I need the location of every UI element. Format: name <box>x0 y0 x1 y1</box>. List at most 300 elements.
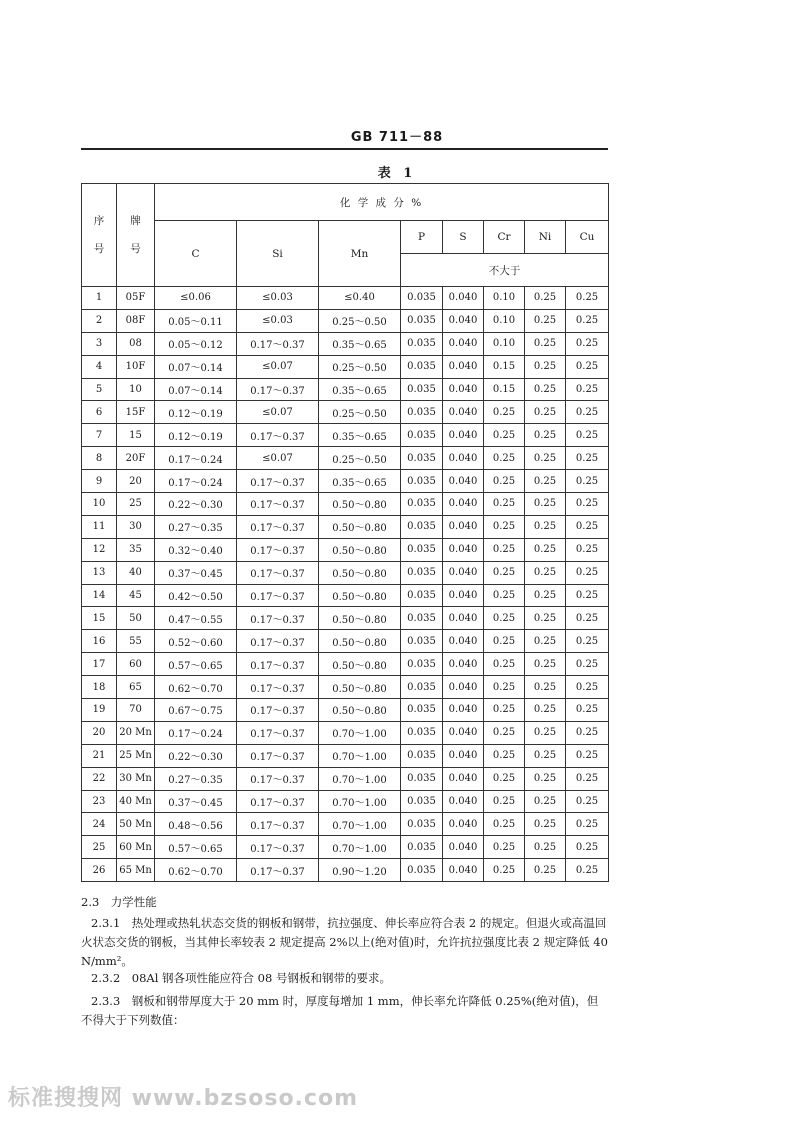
table-cell: 25 Mn <box>117 744 155 767</box>
table-cell: 0.25 <box>484 767 525 790</box>
table-cell: 0.25 <box>566 561 609 584</box>
table-cell: 0.10 <box>484 309 525 332</box>
table-cell: 0.035 <box>401 859 443 882</box>
table-cell: 25 <box>82 836 117 859</box>
table-cell: 0.25 <box>566 790 609 813</box>
table-row <box>82 493 609 516</box>
table-cell: 10 <box>117 378 155 401</box>
table-cell: 0.05～0.12 <box>155 332 237 355</box>
table-cell: 65 <box>117 676 155 699</box>
table-cell: 0.040 <box>443 836 484 859</box>
table-row <box>82 401 609 424</box>
table-cell: 0.25 <box>525 859 566 882</box>
table-cell: ≤0.03 <box>237 287 319 310</box>
table-cell: 0.17～0.37 <box>237 721 319 744</box>
table-cell: 0.50～0.80 <box>319 538 401 561</box>
table-cell: 0.25 <box>525 836 566 859</box>
table-cell: 0.040 <box>443 332 484 355</box>
table-cell: 0.57～0.65 <box>155 836 237 859</box>
table-cell: 0.25 <box>566 355 609 378</box>
table-cell: 0.035 <box>401 355 443 378</box>
table-cell: 0.25～0.50 <box>319 447 401 470</box>
table-cell: 0.17～0.37 <box>237 767 319 790</box>
table-cell: 7 <box>82 424 117 447</box>
table-cell: 0.040 <box>443 607 484 630</box>
table-cell: 0.50～0.80 <box>319 699 401 722</box>
table-cell: 0.17～0.37 <box>237 378 319 401</box>
table-cell: 26 <box>82 859 117 882</box>
table-cell: 0.17～0.37 <box>237 607 319 630</box>
table-cell: 0.040 <box>443 744 484 767</box>
table-cell: 0.035 <box>401 332 443 355</box>
table-cell: 13 <box>82 561 117 584</box>
table-cell: 0.25 <box>566 836 609 859</box>
table-cell: 0.05～0.11 <box>155 309 237 332</box>
table-cell: 0.25 <box>484 424 525 447</box>
table-row <box>82 699 609 722</box>
table-cell: 0.25 <box>566 676 609 699</box>
table-cell: 0.50～0.80 <box>319 676 401 699</box>
table-cell: 0.25 <box>525 355 566 378</box>
table-cell: 0.50～0.80 <box>319 561 401 584</box>
table-cell: 70 <box>117 699 155 722</box>
section-2-3-3: 2.3.3 钢板和钢带厚度大于 20 mm 时，厚度每增加 1 mm，伸长率允许降低 0.25%(绝对值)，但不得大于下列数值： <box>81 994 599 1027</box>
table-cell: 0.040 <box>443 470 484 493</box>
table-row <box>82 653 609 676</box>
table-cell: 0.25 <box>484 813 525 836</box>
table-cell: 0.25 <box>525 424 566 447</box>
table-cell: 0.040 <box>443 653 484 676</box>
table-cell: 0.25 <box>484 790 525 813</box>
table-cell: 0.50～0.80 <box>319 630 401 653</box>
table-cell: 0.25 <box>525 813 566 836</box>
table-cell: 0.25 <box>566 859 609 882</box>
table-row <box>82 561 609 584</box>
table-cell: 0.25 <box>484 561 525 584</box>
table-cell: 0.035 <box>401 561 443 584</box>
table-cell: 0.035 <box>401 424 443 447</box>
table-cell: 0.25 <box>484 699 525 722</box>
table-cell: 0.17～0.37 <box>237 515 319 538</box>
table-cell: 0.25 <box>566 493 609 516</box>
section-2-3-heading: 2.3 力学性能 <box>81 895 157 909</box>
table-row <box>82 538 609 561</box>
table-cell: 0.07～0.14 <box>155 378 237 401</box>
table-cell: 0.25 <box>525 470 566 493</box>
table-cell: 0.035 <box>401 378 443 401</box>
table-cell: 50 Mn <box>117 813 155 836</box>
table-cell: 0.25 <box>525 767 566 790</box>
table-cell: 0.25 <box>484 859 525 882</box>
table-cell: 0.25 <box>566 378 609 401</box>
table-cell: 40 <box>117 561 155 584</box>
table-cell: 0.50～0.80 <box>319 584 401 607</box>
table-cell: 0.25 <box>525 515 566 538</box>
table-cell: 0.17～0.24 <box>155 721 237 744</box>
table-cell: 0.22～0.30 <box>155 493 237 516</box>
table-cell: 0.15 <box>484 378 525 401</box>
table-cell: 2 <box>82 309 117 332</box>
table-cell: 0.70～1.00 <box>319 836 401 859</box>
table-cell: 20 <box>117 470 155 493</box>
table-cell: 0.25 <box>566 401 609 424</box>
table-row <box>82 859 609 882</box>
table-cell: 0.035 <box>401 767 443 790</box>
col-header-group: 化 学 成 分 % <box>155 184 609 221</box>
table-cell: 0.25 <box>566 424 609 447</box>
table-row <box>82 607 609 630</box>
table-row <box>82 378 609 401</box>
table-cell: 18 <box>82 676 117 699</box>
table-cell: 0.035 <box>401 790 443 813</box>
table-cell: 0.17～0.37 <box>237 699 319 722</box>
watermark: 标准搜搜网 www.bzsoso.com <box>8 1086 358 1111</box>
table-cell: 0.17～0.37 <box>237 813 319 836</box>
table-cell: 0.17～0.37 <box>237 744 319 767</box>
table-row <box>82 424 609 447</box>
table-cell: 23 <box>82 790 117 813</box>
table-cell: 24 <box>82 813 117 836</box>
table-cell: 0.25 <box>525 447 566 470</box>
table-cell: 0.90～1.20 <box>319 859 401 882</box>
table-cell: 0.27～0.35 <box>155 767 237 790</box>
table-cell: 0.040 <box>443 287 484 310</box>
table-cell: 0.25 <box>525 630 566 653</box>
table-cell: 20 Mn <box>117 721 155 744</box>
table-cell: 0.50～0.80 <box>319 493 401 516</box>
table-cell: 0.25 <box>525 287 566 310</box>
table-cell: 0.25～0.50 <box>319 355 401 378</box>
table-row <box>82 584 609 607</box>
table-cell: 0.25 <box>566 287 609 310</box>
table-cell: 0.040 <box>443 676 484 699</box>
table-cell: 0.25 <box>484 584 525 607</box>
table-cell: 0.040 <box>443 538 484 561</box>
table-row <box>82 515 609 538</box>
table-cell: ≤0.07 <box>237 355 319 378</box>
table-cell: 0.25 <box>484 470 525 493</box>
table-cell: 0.17～0.37 <box>237 676 319 699</box>
table-cell: 8 <box>82 447 117 470</box>
table-cell: 4 <box>82 355 117 378</box>
table-cell: 0.07～0.14 <box>155 355 237 378</box>
table-cell: 0.040 <box>443 401 484 424</box>
table-row <box>82 630 609 653</box>
table-cell: 0.25 <box>566 653 609 676</box>
table-cell: 0.52～0.60 <box>155 630 237 653</box>
table-cell: 0.25 <box>525 721 566 744</box>
table-cell: 0.25 <box>566 630 609 653</box>
table-cell: 0.17～0.37 <box>237 836 319 859</box>
table-cell: 30 Mn <box>117 767 155 790</box>
table-cell: 0.25 <box>566 309 609 332</box>
table-cell: 0.25 <box>566 332 609 355</box>
table-cell: 0.035 <box>401 744 443 767</box>
table-cell: 0.25～0.50 <box>319 309 401 332</box>
col-header-si: Si <box>237 221 319 287</box>
table-cell: 0.25 <box>566 607 609 630</box>
table-cell: 0.25 <box>484 493 525 516</box>
table-cell: 0.67～0.75 <box>155 699 237 722</box>
table-cell: 0.25 <box>566 470 609 493</box>
table-cell: 0.50～0.80 <box>319 653 401 676</box>
document-header: GB 711－88 <box>350 130 444 145</box>
table-cell: 0.17～0.37 <box>237 584 319 607</box>
table-cell: 0.25 <box>484 744 525 767</box>
table-row <box>82 744 609 767</box>
table-cell: 0.035 <box>401 584 443 607</box>
table-row <box>82 355 609 378</box>
col-header-c: C <box>155 221 237 287</box>
table-cell: 0.25 <box>484 447 525 470</box>
table-cell: 0.47～0.55 <box>155 607 237 630</box>
table-cell: 0.25 <box>525 378 566 401</box>
table-row <box>82 767 609 790</box>
col-header-s: S <box>443 221 484 254</box>
table-cell: 0.25 <box>566 584 609 607</box>
table-cell: 0.25 <box>566 538 609 561</box>
table-cell: 0.035 <box>401 447 443 470</box>
col-header-ni: Ni <box>525 221 566 254</box>
table-cell: 0.035 <box>401 721 443 744</box>
table-row <box>82 836 609 859</box>
table-cell: 0.035 <box>401 538 443 561</box>
table-cell: 0.35～0.65 <box>319 470 401 493</box>
table-row <box>82 470 609 493</box>
table-cell: 15F <box>117 401 155 424</box>
table-cell: 0.040 <box>443 493 484 516</box>
table-cell: 0.25～0.50 <box>319 401 401 424</box>
table-cell: 0.040 <box>443 859 484 882</box>
table-cell: 0.62～0.70 <box>155 859 237 882</box>
table-cell: 0.040 <box>443 813 484 836</box>
table-cell: 0.70～1.00 <box>319 813 401 836</box>
table-cell: 0.17～0.37 <box>237 538 319 561</box>
table-cell: 21 <box>82 744 117 767</box>
table-cell: 0.040 <box>443 378 484 401</box>
table-cell: 0.25 <box>484 607 525 630</box>
table-cell: 0.57～0.65 <box>155 653 237 676</box>
table-cell: 0.040 <box>443 584 484 607</box>
table-cell: 0.50～0.80 <box>319 607 401 630</box>
table-cell: 0.035 <box>401 515 443 538</box>
table-cell: 0.25 <box>525 607 566 630</box>
table-cell: 17 <box>82 653 117 676</box>
table-cell: 0.17～0.37 <box>237 561 319 584</box>
table-cell: 0.040 <box>443 721 484 744</box>
table-cell: 0.040 <box>443 561 484 584</box>
table-cell: 11 <box>82 515 117 538</box>
table-cell: 0.37～0.45 <box>155 790 237 813</box>
table-cell: 0.35～0.65 <box>319 378 401 401</box>
table-cell: 40 Mn <box>117 790 155 813</box>
table-cell: 0.25 <box>566 447 609 470</box>
table-cell: 30 <box>117 515 155 538</box>
table-cell: 0.25 <box>566 813 609 836</box>
table-cell: 0.17～0.37 <box>237 653 319 676</box>
max-note: 不大于 <box>401 254 609 287</box>
table-cell: 0.040 <box>443 447 484 470</box>
table-cell: 25 <box>117 493 155 516</box>
header-rule <box>81 148 608 150</box>
table-cell: 50 <box>117 607 155 630</box>
table-cell: 0.040 <box>443 424 484 447</box>
section-2-3-1: 2.3.1 热处理或热轧状态交货的钢板和钢带，抗拉强度、伸长率应符合表 2 的规定。但退火或高温回火状态交货的钢板，当其伸长率较表 2 规定提高 2%以上(绝对值)时，允许抗拉强度比表 2 规定降低 40 N/mm²。 <box>81 916 608 968</box>
table-cell: 14 <box>82 584 117 607</box>
table-row <box>82 813 609 836</box>
table-cell: 0.17～0.37 <box>237 332 319 355</box>
table-cell: 0.25 <box>566 767 609 790</box>
table-cell: 0.035 <box>401 607 443 630</box>
table-cell: 45 <box>117 584 155 607</box>
table-cell: 0.10 <box>484 332 525 355</box>
table-cell: 0.62～0.70 <box>155 676 237 699</box>
table-cell: 0.17～0.37 <box>237 859 319 882</box>
table-cell: 0.25 <box>525 538 566 561</box>
table-cell: 0.25 <box>525 309 566 332</box>
table-cell: 0.27～0.35 <box>155 515 237 538</box>
table-cell: 60 <box>117 653 155 676</box>
table-cell: 0.25 <box>525 790 566 813</box>
table-cell: 65 Mn <box>117 859 155 882</box>
table-cell: 3 <box>82 332 117 355</box>
table-cell: 0.035 <box>401 401 443 424</box>
table-cell: 0.035 <box>401 309 443 332</box>
table-cell: 0.035 <box>401 699 443 722</box>
col-header-mn: Mn <box>319 221 401 287</box>
table-cell: 0.25 <box>484 721 525 744</box>
table-cell: 0.25 <box>484 401 525 424</box>
table-cell: 0.035 <box>401 493 443 516</box>
table-cell: 0.15 <box>484 355 525 378</box>
table-cell: ≤0.03 <box>237 309 319 332</box>
col-header-cu: Cu <box>566 221 609 254</box>
table-cell: 0.040 <box>443 515 484 538</box>
table-cell: 10 <box>82 493 117 516</box>
table-cell: 08 <box>117 332 155 355</box>
table-cell: 55 <box>117 630 155 653</box>
table-cell: 0.040 <box>443 790 484 813</box>
table-cell: 0.25 <box>484 836 525 859</box>
col-header-grade: 牌 号 <box>117 184 155 287</box>
table-cell: 6 <box>82 401 117 424</box>
table-row <box>82 309 609 332</box>
table-cell: 0.040 <box>443 767 484 790</box>
table-cell: 0.48～0.56 <box>155 813 237 836</box>
table-cell: 0.37～0.45 <box>155 561 237 584</box>
table-cell: ≤0.07 <box>237 401 319 424</box>
table-row <box>82 287 609 310</box>
table-cell: 10F <box>117 355 155 378</box>
col-header-p: P <box>401 221 443 254</box>
table-cell: 0.035 <box>401 836 443 859</box>
table-cell: 0.25 <box>525 561 566 584</box>
table-cell: 05F <box>117 287 155 310</box>
col-header-cr: Cr <box>484 221 525 254</box>
col-header-seq: 序 号 <box>82 184 117 287</box>
table-cell: 22 <box>82 767 117 790</box>
table-cell: 15 <box>82 607 117 630</box>
table-cell: ≤0.06 <box>155 287 237 310</box>
table-cell: 0.17～0.37 <box>237 424 319 447</box>
table-cell: 20F <box>117 447 155 470</box>
table-cell: 0.70～1.00 <box>319 721 401 744</box>
table-cell: 0.17～0.24 <box>155 470 237 493</box>
table-cell: 15 <box>117 424 155 447</box>
table-cell: 0.25 <box>525 584 566 607</box>
table-cell: 0.50～0.80 <box>319 515 401 538</box>
table-cell: 0.42～0.50 <box>155 584 237 607</box>
table-cell: 0.035 <box>401 813 443 836</box>
table-cell: 0.25 <box>484 676 525 699</box>
table-cell: 0.32～0.40 <box>155 538 237 561</box>
table-cell: 0.35～0.65 <box>319 332 401 355</box>
table-cell: 0.12～0.19 <box>155 424 237 447</box>
table-cell: 0.035 <box>401 676 443 699</box>
table-row <box>82 676 609 699</box>
table-cell: 0.25 <box>566 699 609 722</box>
table-cell: 5 <box>82 378 117 401</box>
table-cell: 0.10 <box>484 287 525 310</box>
chemical-composition-table <box>81 183 609 882</box>
table-cell: 0.25 <box>525 699 566 722</box>
table-cell: 16 <box>82 630 117 653</box>
table-row <box>82 332 609 355</box>
table-cell: 0.12～0.19 <box>155 401 237 424</box>
table-cell: 0.70～1.00 <box>319 790 401 813</box>
table-cell: 0.25 <box>525 401 566 424</box>
table-cell: 0.25 <box>484 538 525 561</box>
table-cell: 19 <box>82 699 117 722</box>
table-cell: 0.70～1.00 <box>319 744 401 767</box>
table-row <box>82 721 609 744</box>
table-cell: 0.040 <box>443 699 484 722</box>
table-cell: 0.25 <box>566 721 609 744</box>
table-row <box>82 447 609 470</box>
table-cell: 0.35～0.65 <box>319 424 401 447</box>
table-cell: 0.25 <box>525 653 566 676</box>
table-cell: 0.25 <box>525 744 566 767</box>
table-cell: 0.035 <box>401 630 443 653</box>
table-row <box>82 790 609 813</box>
table-cell: 1 <box>82 287 117 310</box>
table-cell: 35 <box>117 538 155 561</box>
table-cell: 0.17～0.37 <box>237 470 319 493</box>
table-cell: 0.22～0.30 <box>155 744 237 767</box>
table-cell: 0.25 <box>484 653 525 676</box>
table-cell: 0.040 <box>443 309 484 332</box>
table-cell: 0.25 <box>525 676 566 699</box>
table-cell: 0.70～1.00 <box>319 767 401 790</box>
table-cell: 0.25 <box>566 515 609 538</box>
table-cell: ≤0.07 <box>237 447 319 470</box>
table-cell: 0.17～0.37 <box>237 630 319 653</box>
table-cell: 0.17～0.24 <box>155 447 237 470</box>
table-cell: 20 <box>82 721 117 744</box>
table-cell: 0.035 <box>401 470 443 493</box>
table-cell: 9 <box>82 470 117 493</box>
table-title: 表 1 <box>377 166 417 181</box>
table-cell: 12 <box>82 538 117 561</box>
table-cell: 08F <box>117 309 155 332</box>
table-cell: ≤0.40 <box>319 287 401 310</box>
table-cell: 0.035 <box>401 653 443 676</box>
table-cell: 0.25 <box>525 332 566 355</box>
table-cell: 60 Mn <box>117 836 155 859</box>
table-cell: 0.035 <box>401 287 443 310</box>
table-cell: 0.25 <box>484 630 525 653</box>
table-cell: 0.25 <box>566 744 609 767</box>
